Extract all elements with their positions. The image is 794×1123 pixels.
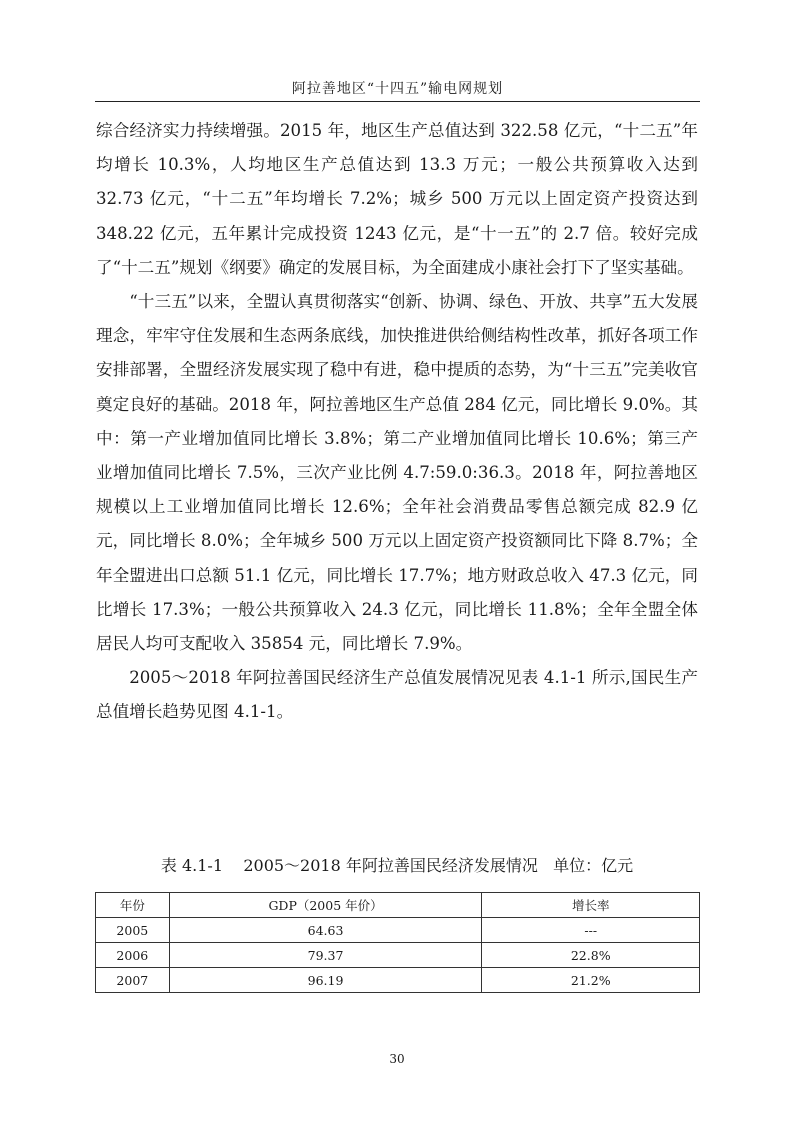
- table-header-row: [96, 893, 700, 918]
- header-growth: 增长率: [482, 893, 700, 918]
- cell-growth: ---: [482, 918, 700, 943]
- cell-year: 2007: [96, 968, 170, 993]
- cell-gdp: 79.37: [169, 943, 482, 968]
- cell-growth: 21.2%: [482, 968, 700, 993]
- paragraph-1: 综合经济实力持续增强。2015 年，地区生产总值达到 322.58 亿元，“十二五”年均增长 10.3%，人均地区生产总值达到 13.3 万元；一般公共预算收入达到 32.73 亿元，“十二五”年均增长 7.2%；城乡 500 万元以上固定资产投资达到 348.22 亿元，五年累计完成投资 1243 亿元，是“十一五”的 2.7 倍。较好完成了“十二五”规划《纲要》确定的发展目标，为全面建成小康社会打下了坚实基础。: [96, 121, 698, 277]
- cell-year: 2005: [96, 918, 170, 943]
- cell-gdp: 96.19: [169, 968, 482, 993]
- page-number: 30: [389, 1052, 405, 1066]
- page-header: 阿拉善地区“十四五”输电网规划: [291, 81, 504, 97]
- paragraph-3: 2005～2018 年阿拉善国民经济生产总值发展情况见表 4.1-1 所示,国民生产总值增长趋势见图 4.1-1。: [96, 668, 698, 722]
- table-row: [96, 918, 700, 943]
- paragraph-2: “十三五”以来，全盟认真贯彻落实“创新、协调、绿色、开放、共享”五大发展理念，牢牢守住发展和生态两条底线，加快推进供给侧结构性改革，抓好各项工作安排部署，全盟经济发展实现了稳中有进，稳中提质的态势，为“十三五”完美收官奠定良好的基础。2018 年，阿拉善地区生产总值 284 亿元，同比增长 9.0%。其中：第一产业增加值同比增长 3.8%；第二产业增加值同比增长 10.6%；第三产业增加值同比增长 7.5%，三次产业比例 4.7:59.0:36.3。2018 年，阿拉善地区规模以上工业增加值同比增长 12.6%；全年社会消费品零售总额完成 82.9 亿元，同比增长 8.0%；全年城乡 500 万元以上固定资产投资额同比下降 8.7%；全年全盟进出口总额 51.1 亿元，同比增长 17.7%；地方财政总收入 47.3 亿元，同比增长 17.3%；一般公共预算收入 24.3 亿元，同比增长 11.8%；全年全盟全体居民人均可支配收入 35854 元，同比增长 7.9%。: [96, 292, 698, 654]
- table-caption: 表 4.1-1 2005～2018 年阿拉善国民经济发展情况 单位：亿元: [160, 856, 634, 875]
- cell-growth: 22.8%: [482, 943, 700, 968]
- table-row: [96, 968, 700, 993]
- cell-gdp: 64.63: [169, 918, 482, 943]
- cell-year: 2006: [96, 943, 170, 968]
- body-text: [96, 114, 698, 730]
- gdp-table: [95, 892, 700, 993]
- header-gdp: GDP（2005 年价）: [169, 893, 482, 918]
- header-rule: [95, 101, 700, 102]
- table-row: [96, 943, 700, 968]
- header-year: 年份: [96, 893, 170, 918]
